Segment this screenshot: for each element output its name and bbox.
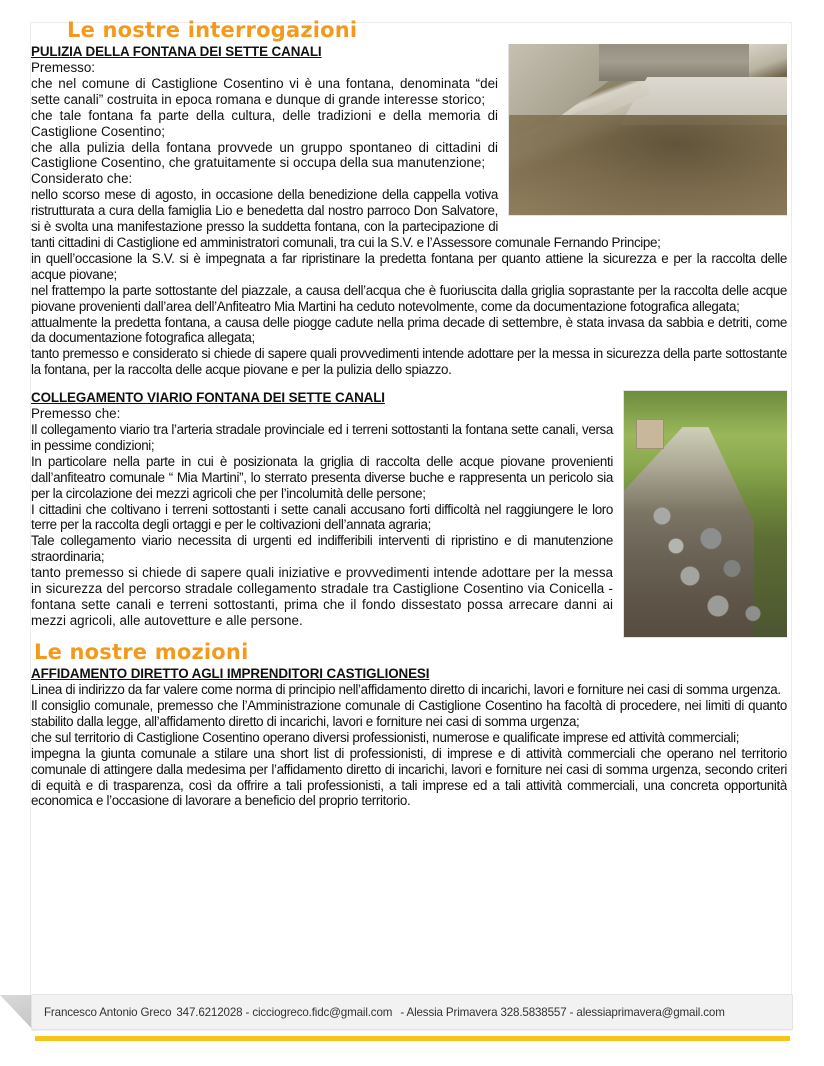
paragraph: tanto premesso si chiede di sapere quali iniziative e provvedimenti intende adottare per la messa in sicurezza del percorso stradale collegamento stradale tra Castiglione Cosentino via Conicella - fontana sette canali e terreni sottostanti, prima che il fondo dissestato possa arrecare danni ai mezzi agricoli, alle autovetture e alle persone. [31, 565, 613, 628]
paragraph: Considerato che: [31, 171, 133, 187]
road-photo [623, 390, 787, 638]
footer-yellow-rule [35, 1036, 790, 1041]
photo-mud [509, 115, 787, 215]
item-title-collegamento-viario: COLLEGAMENTO VIARIO FONTANA DEI SETTE CANALI [31, 390, 385, 406]
item-title-pulizia-fontana: PULIZIA DELLA FONTANA DEI SETTE CANALI [31, 44, 322, 59]
paragraph: Il collegamento viario tra l’arteria stradale provinciale ed i terreni sottostanti la fontana sette canali, versa in pessime condizioni; [31, 422, 613, 453]
contact2-phone: 328.5838557 [500, 1005, 567, 1019]
paragraph: tanto premesso e considerato si chiede di sapere quali provvedimenti intende adottare per la messa in sicurezza della parte sottostante la fontana, per la raccolta delle acque piovane e per la pulizia dello spiazzo. [31, 346, 787, 378]
footer-separator: - [245, 1005, 250, 1019]
paragraph: attualmente la predetta fontana, a causa delle piogge cadute nella prima decade di settembre, è stata invasa da sabbia e detriti, come da documentazione fotografica allegata; [31, 314, 787, 346]
paragraph: impegna la giunta comunale a stilare una short list di professionisti, di imprese e di attività commerciali che operano nel territorio comunale di attingere dalla medesima per l’affidamento diretto di incarichi, lavori e forniture nei casi di somma urgenza, secondo criteri di equità e di trasparenza, così da offrire a tali professionisti, a tali imprese ed a tali attività commerciali, una concreta opportunità economica e l’occasione di lavorare a beneficio del proprio territorio. [31, 745, 787, 809]
footer-separator: - [400, 1005, 405, 1019]
photo-stones [634, 486, 774, 636]
interrogazione-pulizia-fontana [31, 44, 787, 378]
paragraph: Tale collegamento viario necessita di urgenti ed indifferibili interventi di ripristino e di manutenzione straordinaria; [31, 533, 613, 565]
paragraph: che alla pulizia della fontana provvede un gruppo spontaneo di cittadini di Castiglione Cosentino, che gratuitamente si occupa della sua manutenzione; [31, 139, 498, 171]
fountain-photo [508, 44, 787, 216]
newsletter-page [31, 16, 787, 809]
interrogazione-collegamento-viario [31, 390, 787, 642]
paragraph: in quell’occasione la S.V. si è impegnata a far ripristinare la predetta fontana per quanto attiene la sicurezza e per la raccolta delle acque piovane; [31, 250, 787, 282]
paragraph: Premesso: [31, 60, 95, 75]
paragraph: In particolare nella parte in cui è posizionata la griglia di raccolta delle acque piovane provenienti dall’anfiteatro comunale “ Mia Martini”, lo sterrato presenta diverse buche e rappresenta un pericolo sia per la circolazione dei mezzi agricoli che per l’incolumità delle persone; [31, 453, 613, 501]
paragraph: che tale fontana fa parte della cultura, delle tradizioni e della memoria di Castiglione Cosentino; [31, 107, 498, 139]
paragraph: Il consiglio comunale, premesso che l’Amministrazione comunale di Castiglione Cosentino ha facoltà di procedere, nei limiti di quanto stabilito dalla legge, all’affidamento diretto di incarichi, lavori e forniture nei casi di somma urgenza; [31, 698, 787, 729]
footer-contacts [44, 1006, 725, 1019]
paragraph: che sul territorio di Castiglione Cosentino operano diversi professionisti, numerose e qualificate imprese ed attività commerciali; [31, 729, 740, 745]
contact2-email[interactable]: alessiaprimavera@gmail.com [576, 1005, 725, 1019]
item-title-affidamento-diretto: AFFIDAMENTO DIRETTO AGLI IMPRENDITORI CASTIGLIONESI [31, 666, 430, 682]
contact1-phone: 347.6212028 [176, 1005, 243, 1019]
section-title-interrogazioni: Le nostre interrogazioni [67, 18, 358, 42]
paragraph: Premesso che: [31, 406, 121, 422]
photo-hut [636, 419, 664, 449]
footer-contact-bar [31, 994, 793, 1030]
footer-separator: - [569, 1005, 574, 1019]
contact2-name: Alessia Primavera [406, 1005, 498, 1019]
paragraph: che nel comune di Castiglione Cosentino vi è una fontana, denominata “dei sette canali” costruita in epoca romana e dunque di grande interesse storico; [31, 75, 498, 107]
contact1-name: Francesco Antonio Greco [44, 1005, 172, 1019]
paragraph: nel frattempo la parte sottostante del piazzale, a causa dell’acqua che è fuoriuscita dalla griglia soprastante per la raccolta delle acque piovane provenienti dall’area dell’Anfiteatro Mia Martini ha ceduto notevolmente, come da documentazione fotografica allegata; [31, 282, 787, 314]
footer-tab-decoration [0, 995, 34, 1031]
paragraph: I cittadini che coltivano i terreni sottostanti i sette canali accusano forti difficoltà nel raggiungere le loro terre per la raccolta degli ortaggi e per le coltivazioni dell’annata agraria; [31, 501, 613, 533]
paragraph: Linea di indirizzo da far valere come norma di principio nell’affidamento diretto di incarichi, lavori e forniture nei casi di somma urgenza. [31, 682, 781, 698]
photo-wall [599, 44, 749, 81]
contact1-email[interactable]: cicciogreco.fidc@gmail.com [252, 1005, 393, 1019]
paragraph: nello scorso mese di agosto, in occasione della benedizione della cappella votiva ristrutturata a cura della famiglia Lio e benedetta dal nostro parroco Don Salvatore, si è svolta una manifestazione presso la suddetta fontana, con la partecipazione di tanti cittadini di Castiglione ed amministratori comunali, tra cui la S.V. e l’Assessore comunale Fernando Principe; [31, 187, 661, 250]
section-title-mozioni: Le nostre mozioni [34, 640, 249, 665]
mozione-affidamento-diretto [31, 666, 787, 809]
